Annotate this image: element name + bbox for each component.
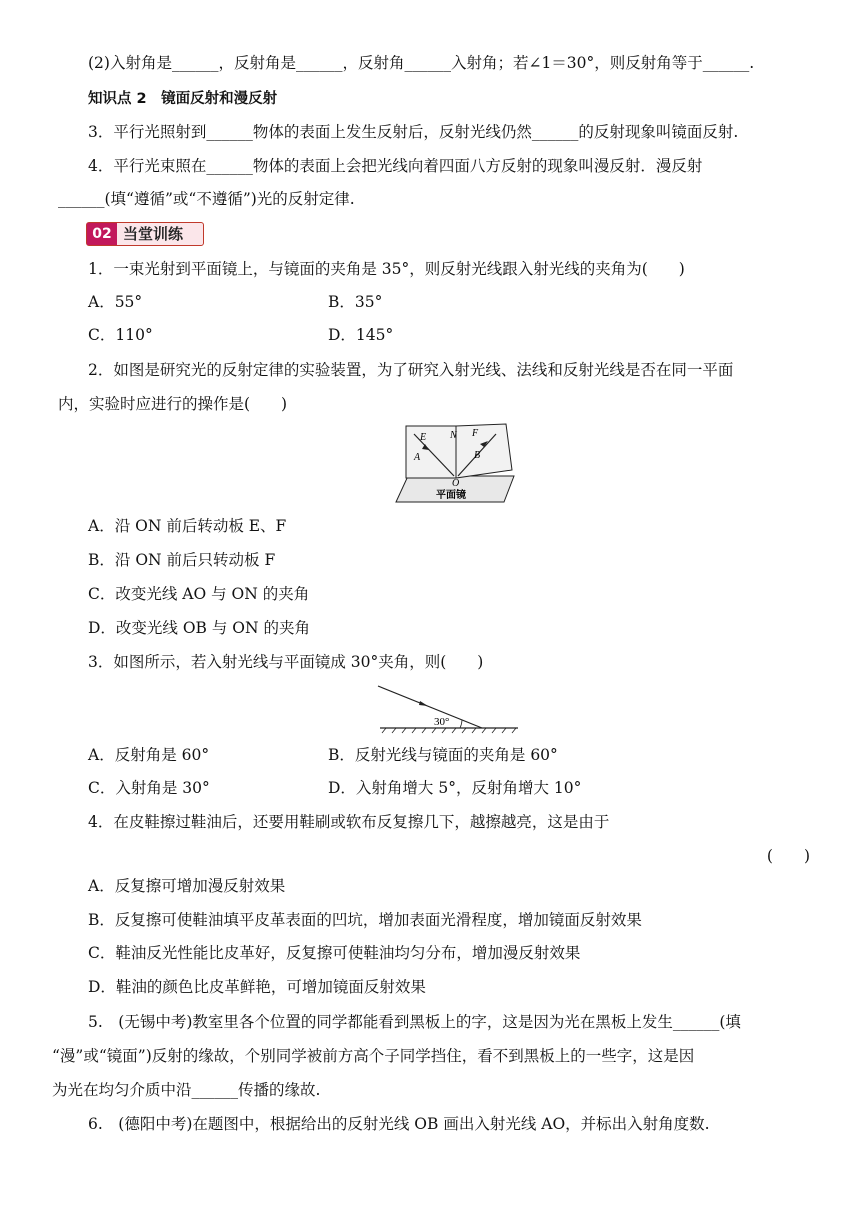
label-n: N (450, 430, 457, 441)
intro-q4-line2: ______(填“遵循”或“不遵循”)光的反射定律. (58, 190, 355, 208)
q3-option-a: A．反射角是 60° (88, 746, 210, 764)
label-b: B (474, 450, 481, 461)
q4-option-c: C．鞋油反光性能比皮革好，反复擦可使鞋油均匀分布，增加漫反射效果 (88, 944, 581, 962)
q1-stem: 1．一束光射到平面镜上，与镜面的夹角是 35°，则反射光线跟入射光线的夹角为( ) (88, 260, 685, 278)
q1-option-c: C．110° (88, 326, 153, 344)
q3-option-d: D．入射角增大 5°，反射角增大 10° (328, 779, 582, 797)
mirror-angle-figure (372, 682, 522, 734)
q2-option-d: D．改变光线 OB 与 ON 的夹角 (88, 619, 311, 637)
reflection-apparatus-figure (394, 420, 518, 508)
angle-label: 30° (434, 716, 450, 728)
label-e: E (420, 432, 427, 443)
label-a: A (414, 452, 421, 463)
mirror-caption: 平面镜 (436, 490, 466, 501)
section-number: 02 (87, 223, 117, 245)
q6-line1: 6. (德阳中考)在题图中，根据给出的反射光线 OB 画出入射光线 AO，并标出入射角度数. (88, 1115, 710, 1133)
q5-line1: 5. (无锡中考)教室里各个位置的同学都能看到黑板上的字，这是因为光在黑板上发生______(填 (88, 1013, 741, 1031)
section-title: 当堂训练 (123, 225, 184, 243)
intro-q3-text: 3．平行光照射到______物体的表面上发生反射后，反射光线仍然______的反射现象叫镜面反射. (88, 123, 739, 141)
q5-line3: 为光在均匀介质中沿______传播的缘故. (52, 1081, 321, 1099)
q2-option-b: B．沿 ON 前后只转动板 F (88, 551, 276, 569)
q1-option-a: A．55° (88, 293, 143, 311)
section-badge (86, 222, 204, 246)
q2-stem-line2: 内，实验时应进行的操作是( ) (58, 395, 288, 413)
q2-option-c: C．改变光线 AO 与 ON 的夹角 (88, 585, 310, 603)
q4-option-d: D．鞋油的颜色比皮革鲜艳，可增加镜面反射效果 (88, 978, 426, 996)
q4-option-a: A．反复擦可增加漫反射效果 (88, 877, 286, 895)
knowledge-point-heading: 知识点 2 镜面反射和漫反射 (88, 91, 278, 107)
q1-option-d: D．145° (328, 326, 394, 344)
intro-q4-line1: 4．平行光束照在______物体的表面上会把光线向着四面八方反射的现象叫漫反射．漫反射 (88, 157, 703, 175)
q4-stem: 4．在皮鞋擦过鞋油后，还要用鞋刷或软布反复擦几下，越擦越亮，这是由于 (88, 813, 610, 831)
q2-option-a: A．沿 ON 前后转动板 E、F (88, 517, 287, 535)
label-o: O (452, 478, 460, 489)
q4-answer-bracket: ( ) (766, 847, 810, 865)
q4-option-b: B．反复擦可使鞋油填平皮革表面的凹坑，增加表面光滑程度，增加镜面反射效果 (88, 911, 642, 929)
q3-option-c: C．入射角是 30° (88, 779, 210, 797)
q5-line2: “漫”或“镜面”)反射的缘故，个别同学被前方高个子同学挡住，看不到黑板上的一些字，这是因 (52, 1047, 695, 1065)
q3-option-b: B．反射光线与镜面的夹角是 60° (328, 746, 558, 764)
intro-q2-text: (2)入射角是______，反射角是______，反射角______入射角；若∠1＝30°，则反射角等于______. (88, 54, 755, 72)
q2-stem-line1: 2．如图是研究光的反射定律的实验装置，为了研究入射光线、法线和反射光线是否在同一平面 (88, 361, 734, 379)
q3-stem: 3．如图所示，若入射光线与平面镜成 30°夹角，则( ) (88, 653, 484, 671)
q1-option-b: B．35° (328, 293, 383, 311)
label-f: F (472, 428, 479, 439)
